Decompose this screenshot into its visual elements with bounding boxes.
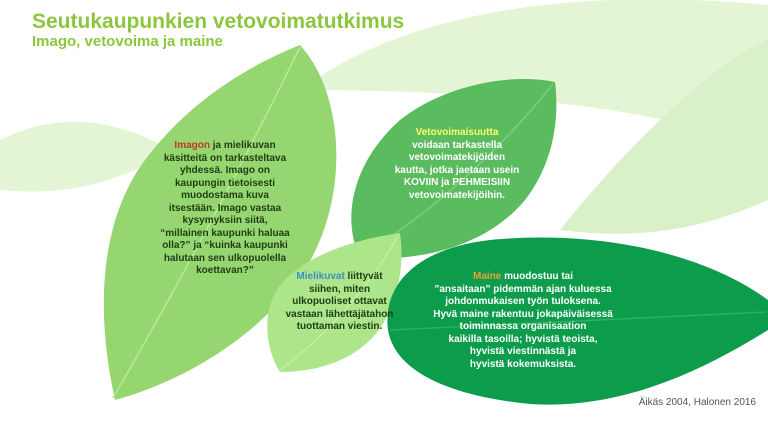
maine-keyword: Maine	[472, 271, 502, 282]
vetovoima-keyword: Vetovoimaisuutta	[415, 127, 499, 138]
mielikuvat-line: vastaan lähettäjätahon	[285, 308, 394, 320]
page-subtitle: Imago, vetovoima ja maine	[32, 33, 223, 50]
maine-line: toiminnassa organisaation	[459, 321, 587, 332]
maine-line: kaikilla tasoilla; hyvistä teoista,	[448, 333, 598, 345]
mielikuvat-line: tuottaman viestin.	[296, 321, 383, 332]
imago-text: Imagon ja mielikuvan käsitteitä on tarkasteltava yhdessä. Imago on kaupungin tietoisesti muodostama kuva itsestään. Imago vastaa kysymyksiin siitä, “millainen kaupunki haluaa olla?” ja “kuinka kaupunki halutaan sen ulkopuolella koettavan?”	[150, 140, 300, 278]
vetovoima-line: vetovoimatekijöiden	[408, 152, 506, 163]
mielikuvat-line: siihen, miten	[308, 283, 371, 295]
mielikuvat-keyword: Mielikuvat	[296, 271, 345, 282]
maine-line: hyvistä viestinnästä ja	[469, 346, 577, 357]
imago-line: muodostama kuva	[181, 190, 269, 201]
maine-line: Hyvä maine rakentuu jokapäiväisessä	[433, 308, 613, 320]
imago-line: yhdessä. Imago on	[179, 165, 271, 176]
imago-line: käsitteitä on tarkasteltava	[163, 152, 287, 164]
mielikuvat-text: Mielikuvat liittyvät siihen, miten ulkopuoliset ottavat vastaan lähettäjätahon tuottaman viestin.	[282, 271, 397, 334]
vetovoima-line: vetovoimatekijöihin.	[408, 189, 506, 201]
imago-line: kaupungin tietoisesti	[174, 177, 275, 189]
imago-line: “millainen kaupunki haluaa	[160, 227, 290, 239]
imago-line: kysymyksiin siitä,	[182, 215, 268, 226]
maine-line: johdonmukaisen työn tuloksena.	[445, 296, 601, 307]
imago-line: koettavan?”	[196, 265, 254, 276]
imago-line: halutaan sen ulkopuolella	[163, 252, 287, 264]
mielikuvat-line: ulkopuoliset ottavat	[292, 296, 387, 307]
page-title: Seutukaupunkien vetovoimatutkimus	[32, 10, 405, 33]
vetovoima-line: KOVIIN ja PEHMEISIIN	[403, 177, 511, 188]
maine-text: Maine muodostuu tai ”ansaitaan” pidemmän ajan kuluessa johdonmukaisen työn tuloksena. Hyvä maine rakentuu jokapäiväisessä toiminnassa organisaation kaikilla tasoilla; hyvistä teoista, hyvistä viestinnästä ja hyvistä kokemuksista.	[418, 271, 628, 371]
imago-line: olla?” ja “kuinka kaupunki	[162, 240, 288, 251]
vetovoima-text	[382, 127, 532, 202]
vetovoima-line: kautta, jotka jaetaan usein	[394, 164, 520, 176]
imago-line: itsestään. Imago vastaa	[168, 202, 282, 214]
vetovoima-line: voidaan tarkastella	[411, 139, 503, 151]
citation: Äikäs 2004, Halonen 2016	[638, 397, 756, 408]
imago-keyword: Imagon	[174, 140, 210, 151]
maine-line: ”ansaitaan” pidemmän ajan kuluessa	[434, 283, 612, 295]
maine-line: hyvistä kokemuksista.	[469, 358, 577, 370]
